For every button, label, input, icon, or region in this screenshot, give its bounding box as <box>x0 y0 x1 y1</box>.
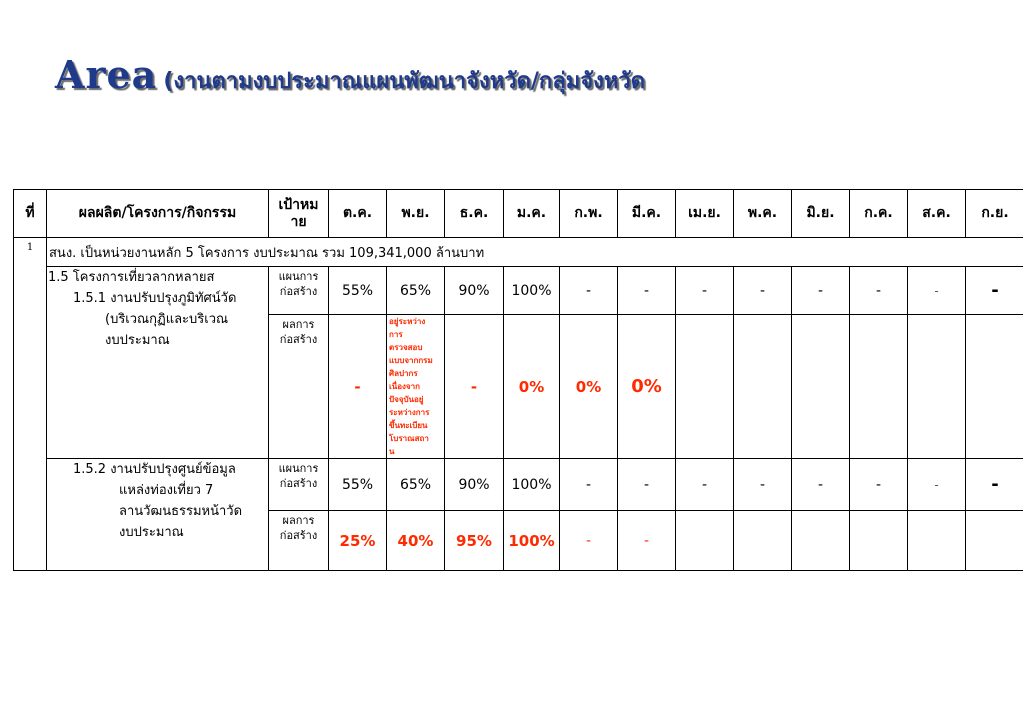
header-month: ก.พ. <box>560 190 618 238</box>
table-row <box>14 459 1023 511</box>
empty-cell <box>908 315 966 459</box>
plan-value: - <box>908 267 966 315</box>
plan-value: 100% <box>504 459 560 511</box>
header-month: พ.ย. <box>387 190 445 238</box>
empty-cell <box>676 511 734 571</box>
header-month: มี.ค. <box>618 190 676 238</box>
header-month: เม.ย. <box>676 190 734 238</box>
result-value: 0% <box>560 315 618 459</box>
header-no: ที่ <box>14 190 47 238</box>
empty-cell <box>966 315 1023 459</box>
table-row <box>14 267 1023 315</box>
empty-cell <box>850 315 908 459</box>
plan-label: แผนการ ก่อสร้าง <box>269 267 329 315</box>
plan-value: - <box>966 267 1023 315</box>
plan-value: - <box>850 267 908 315</box>
empty-cell <box>734 315 792 459</box>
header-month: ก.ย. <box>966 190 1023 238</box>
progress-table <box>13 189 1023 571</box>
empty-cell <box>908 511 966 571</box>
plan-value: - <box>560 459 618 511</box>
project-2-name: 1.5.2 งานปรับปรุงศูนย์ข้อมูล แหล่งท่องเที่ยว 7 ลานวัฒนธรรมหน้าวัด งบประมาณ <box>47 459 269 571</box>
result-label: ผลการ ก่อสร้าง <box>269 511 329 571</box>
header-item: ผลผลิต/โครงการ/กิจกรรม <box>47 190 269 238</box>
result-label: ผลการ ก่อสร้าง <box>269 315 329 459</box>
header-month: ก.ค. <box>850 190 908 238</box>
plan-value: 90% <box>445 267 504 315</box>
header-month: ต.ค. <box>329 190 387 238</box>
plan-value: 55% <box>329 459 387 511</box>
plan-value: 65% <box>387 267 445 315</box>
result-value: - <box>560 511 618 571</box>
result-value: 25% <box>329 511 387 571</box>
result-value: 0% <box>504 315 560 459</box>
plan-value: 65% <box>387 459 445 511</box>
page-title <box>55 52 645 98</box>
plan-value: - <box>676 459 734 511</box>
empty-cell <box>792 511 850 571</box>
result-value: 100% <box>504 511 560 571</box>
plan-value: - <box>618 459 676 511</box>
project-1-name: 1.5 โครงการเที่ยวลากหลายส 1.5.1 งานปรับปรุงภูมิทัศน์วัด (บริเวณกุฏิและบริเวณ งบประมาณ <box>47 267 269 459</box>
header-row <box>14 190 1023 238</box>
header-month: พ.ค. <box>734 190 792 238</box>
empty-cell <box>792 315 850 459</box>
plan-value: 90% <box>445 459 504 511</box>
empty-cell <box>734 511 792 571</box>
plan-value: - <box>618 267 676 315</box>
header-month: ม.ค. <box>504 190 560 238</box>
plan-value: - <box>734 267 792 315</box>
result-note: อยู่ระหว่าง การ ตรวจสอบ แบบจากกรม ศิลปากร เนื่องจาก ปัจจุบันอยู่ ระหว่างการ ขึ้นทะเบียน โบราณสถา น <box>387 315 445 459</box>
empty-cell <box>966 511 1023 571</box>
result-value: 95% <box>445 511 504 571</box>
plan-value: - <box>792 267 850 315</box>
summary-row <box>14 238 1023 267</box>
title-main: Area <box>55 52 158 97</box>
plan-value: 100% <box>504 267 560 315</box>
empty-cell <box>850 511 908 571</box>
header-month: ธ.ค. <box>445 190 504 238</box>
result-value: - <box>445 315 504 459</box>
plan-value: - <box>908 459 966 511</box>
plan-value: - <box>850 459 908 511</box>
result-value: 0% <box>618 315 676 459</box>
result-value: - <box>618 511 676 571</box>
row-index: 1 <box>14 238 47 571</box>
title-subtitle: (งานตามงบประมาณแผนพัฒนาจังหวัด/กลุ่มจังหวัด <box>163 69 645 94</box>
plan-value: - <box>966 459 1023 511</box>
plan-label: แผนการ ก่อสร้าง <box>269 459 329 511</box>
plan-value: 55% <box>329 267 387 315</box>
plan-value: - <box>792 459 850 511</box>
plan-value: - <box>734 459 792 511</box>
header-month: มิ.ย. <box>792 190 850 238</box>
header-target: เป้าหม าย <box>269 190 329 238</box>
summary-text: สนง. เป็นหน่วยงานหลัก 5 โครงการ งบประมาณ รวม 109,341,000 ล้านบาท <box>47 238 1023 267</box>
plan-value: - <box>560 267 618 315</box>
empty-cell <box>676 315 734 459</box>
header-month: ส.ค. <box>908 190 966 238</box>
result-value: - <box>329 315 387 459</box>
plan-value: - <box>676 267 734 315</box>
result-value: 40% <box>387 511 445 571</box>
